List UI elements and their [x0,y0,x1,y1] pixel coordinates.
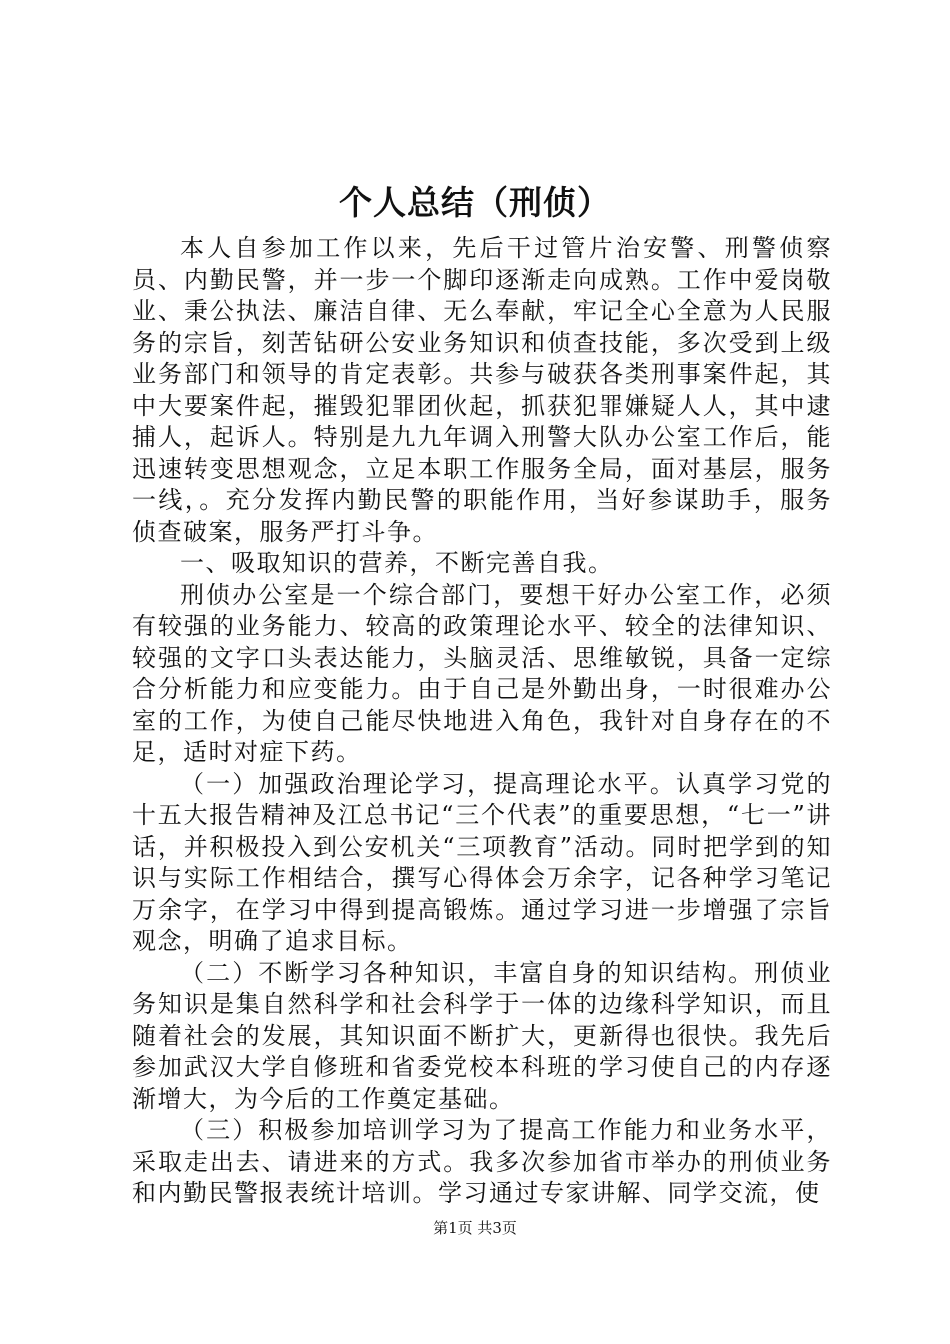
paragraph-office: 刑侦办公室是一个综合部门，要想干好办公室工作，必须有较强的业务能力、较高的政策理论水平、较全的法律知识、较强的文字口头表达能力，头脑灵活、思维敏锐，具备一定综合分析能力和应变能力。由于自己是外勤出身，一时很难办公室的工作，为使自己能尽快地进入角色，我针对自身存在的不足，适时对症下药。 [132,580,832,766]
section-heading: 一、吸取知识的营养，不断完善自我。 [180,549,614,577]
document-body [132,233,832,1210]
document-title: 个人总结（刑侦） [339,183,611,222]
paragraph-item-2: （二）不断学习各种知识，丰富自身的知识结构。刑侦业务知识是集自然科学和社会科学于一体的边缘科学知识，而且随着社会的发展，其知识面不断扩大，更新得也很快。我先后参加武汉大学自修班和省委党校本科班的学习使自己的内存逐渐增大，为今后的工作奠定基础。 [132,958,832,1113]
paragraph-item-1: （一）加强政治理论学习，提高理论水平。认真学习党的十五大报告精神及江总书记“三个代表”的重要思想，“七一”讲话，并积极投入到公安机关“三项教育”活动。同时把学到的知识与实际工作相结合，撰写心得体会万余字，记各种学习笔记万余字，在学习中得到提高锻炼。通过学习进一步增强了宗旨观念，明确了追求目标。 [132,769,832,955]
paragraph-item-3: （三）积极参加培训学习为了提高工作能力和业务水平，采取走出去、请进来的方式。我多次参加省市举办的刑侦业务和内勤民警报表统计培训。学习通过专家讲解、同学交流，使 [132,1116,832,1207]
paragraph-intro: 本人自参加工作以来，先后干过管片治安警、刑警侦察员、内勤民警，并一步一个脚印逐渐走向成熟。工作中爱岗敬业、秉公执法、廉洁自律、无么奉献，牢记全心全意为人民服务的宗旨，刻苦钻研公安业务知识和侦查技能，多次受到上级业务部门和领导的肯定表彰。共参与破获各类刑事案件起，其中大要案件起，摧毁犯罪团伙起，抓获犯罪嫌疑人人，其中逮捕人，起诉人。特别是九九年调入刑警大队办公室工作后，能迅速转变思想观念，立足本职工作服务全局，面对基层，服务一线，。充分发挥内勤民警的职能作用，当好参谋助手，服务侦查破案，服务严打斗争。 [132,234,832,546]
page-footer: 第1页 共3页 [433,1219,517,1237]
